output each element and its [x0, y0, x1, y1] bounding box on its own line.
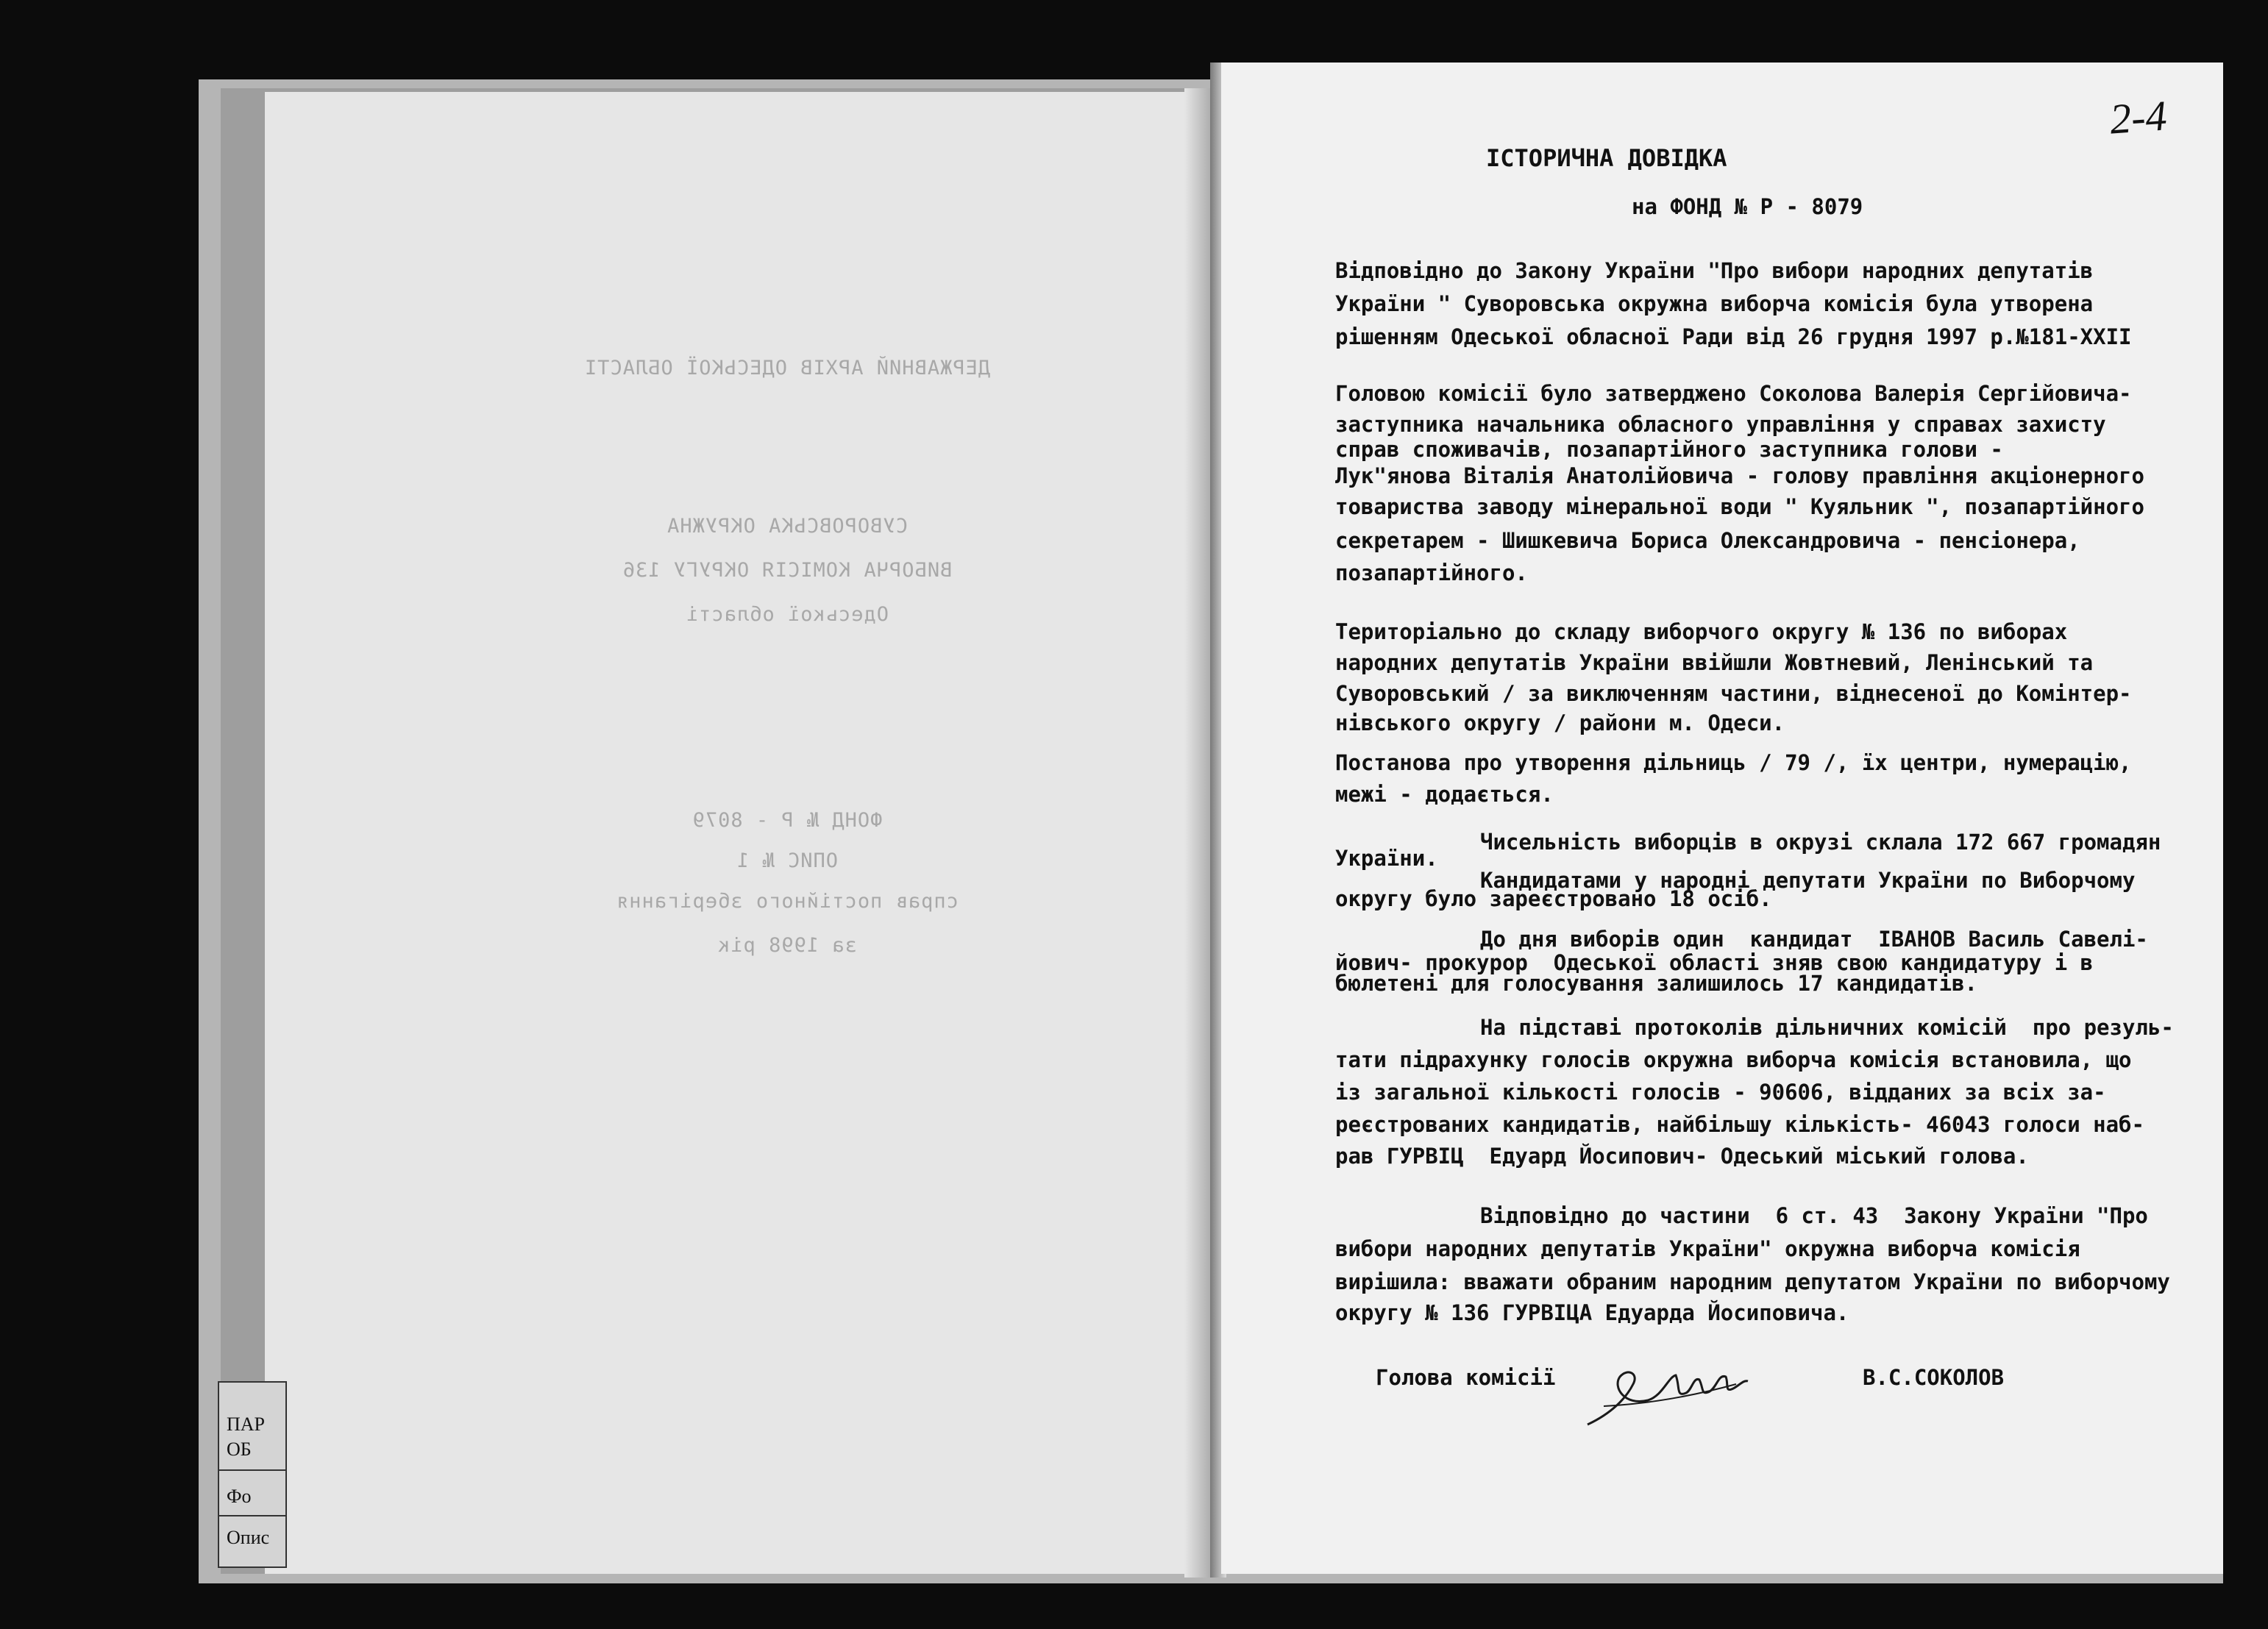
- text-line: Кандидатами у народні депутати України по Виборчому: [1480, 868, 2136, 893]
- text-line: тати підрахунку голосів окружна виборча комісія встановила, що: [1335, 1047, 2132, 1072]
- text-line: йович- прокурор Одеської області зняв свою кандидатуру і в: [1335, 950, 2094, 975]
- text-line: народних депутатів України ввійшли Жовтневий, Ленінський та: [1335, 650, 2094, 675]
- text-line: позапартійного.: [1335, 560, 1528, 585]
- signature-role: Голова комісії: [1376, 1365, 1556, 1390]
- text-line: рав ГУРВІЦ Едуард Йосипович- Одеський міський голова.: [1335, 1144, 2029, 1169]
- text-line: України " Суворовська окружна виборча комісія була утворена: [1335, 291, 2094, 316]
- archive-stamp: [218, 1381, 287, 1568]
- ghost-line: Одеської області: [685, 603, 889, 626]
- text-line: України.: [1335, 846, 1438, 871]
- text-line: товариства заводу мінеральної води " Куяльник ", позапартійного: [1335, 494, 2144, 519]
- text-line: Головою комісії було затверджено Соколова Валерія Сергійовича-: [1335, 381, 2132, 406]
- stamp-line: ОБ: [227, 1439, 252, 1460]
- document-title: ІСТОРИЧНА ДОВІДКА: [1486, 144, 1727, 172]
- ghost-line: за 1998 рік: [717, 934, 857, 957]
- text-line: із загальної кількості голосів - 90606, відданих за всіх за-: [1335, 1080, 2106, 1105]
- text-line: округу № 136 ГУРВІЦА Едуарда Йосиповича.: [1335, 1300, 1849, 1325]
- text-line: справ споживачів, позапартійного заступника голови -: [1335, 437, 2003, 462]
- text-line: реєстрованих кандидатів, найбільшу кількість- 46043 голоси наб-: [1335, 1112, 2144, 1137]
- text-line: округу було зареєстровано 18 осіб.: [1335, 886, 1772, 911]
- text-line: бюлетені для голосування залишилось 17 кандидатів.: [1335, 971, 1977, 996]
- text-line: На підставі протоколів дільничних комісій про резуль-: [1480, 1015, 2174, 1040]
- stamp-line: Фо: [227, 1486, 252, 1507]
- text-line: рішенням Одеської обласної Ради від 26 грудня 1997 р.№181-ХХІІ: [1335, 324, 2132, 349]
- folio-number: 2-4: [2108, 91, 2169, 143]
- ghost-line: ФОНД № Р - 8079: [692, 809, 883, 832]
- text-line: заступника начальника обласного управління у справах захисту: [1335, 412, 2106, 437]
- text-line: Територіально до складу виборчого округу № 136 по виборах: [1335, 619, 2068, 644]
- text-line: секретарем - Шишкевича Бориса Олександровича - пенсіонера,: [1335, 528, 2080, 553]
- text-line: вирішила: вважати обраним народним депутатом України по виборчому: [1335, 1269, 2170, 1294]
- text-line: Постанова про утворення дільниць / 79 /, їх центри, нумерацію,: [1335, 750, 2132, 775]
- ghost-line: СУВОРОВСЬКА ОКРУЖНА: [666, 515, 908, 538]
- ghost-line: ДЕРЖАВНИЙ АРХІВ ОДЕСЬКОЇ ОБЛАСТІ: [583, 357, 991, 379]
- ghost-line: справ постійного зберігання: [616, 890, 959, 913]
- document-subtitle: на ФОНД № Р - 8079: [1632, 194, 1863, 219]
- text-line: Відповідно до частини 6 ст. 43 Закону України "Про: [1480, 1203, 2148, 1228]
- text-line: нівського округу / райони м. Одеси.: [1335, 710, 1785, 735]
- text-line: До дня виборів один кандидат ІВАНОВ Василь Савелі-: [1480, 927, 2148, 952]
- bleed-through-text: [456, 132, 1118, 1015]
- right-page: [1221, 63, 2223, 1574]
- ghost-line: ВИБОРЧА КОМІСІЯ ОКРУГУ 136: [622, 559, 953, 582]
- text-line: Лук"янова Віталія Анатолійовича - голову правління акціонерного: [1335, 463, 2144, 488]
- text-line: межі - додається.: [1335, 782, 1554, 807]
- text-line: Чисельність виборців в окрузі склала 172 667 громадян: [1480, 830, 2161, 855]
- ghost-line: ОПИС № 1: [736, 849, 839, 872]
- text-line: Відповідно до Закону України "Про вибори народних депутатів: [1335, 258, 2094, 283]
- stamp-line: ПАР: [227, 1414, 266, 1435]
- stamp-line: Опис: [227, 1527, 270, 1548]
- text-line: Суворовський / за виключенням частини, віднесеної до Комінтер-: [1335, 681, 2132, 706]
- text-line: вибори народних депутатів України" окружна виборча комісія: [1335, 1236, 2080, 1261]
- signature-name: В.С.СОКОЛОВ: [1863, 1365, 2005, 1390]
- handwritten-signature: [1582, 1355, 1751, 1436]
